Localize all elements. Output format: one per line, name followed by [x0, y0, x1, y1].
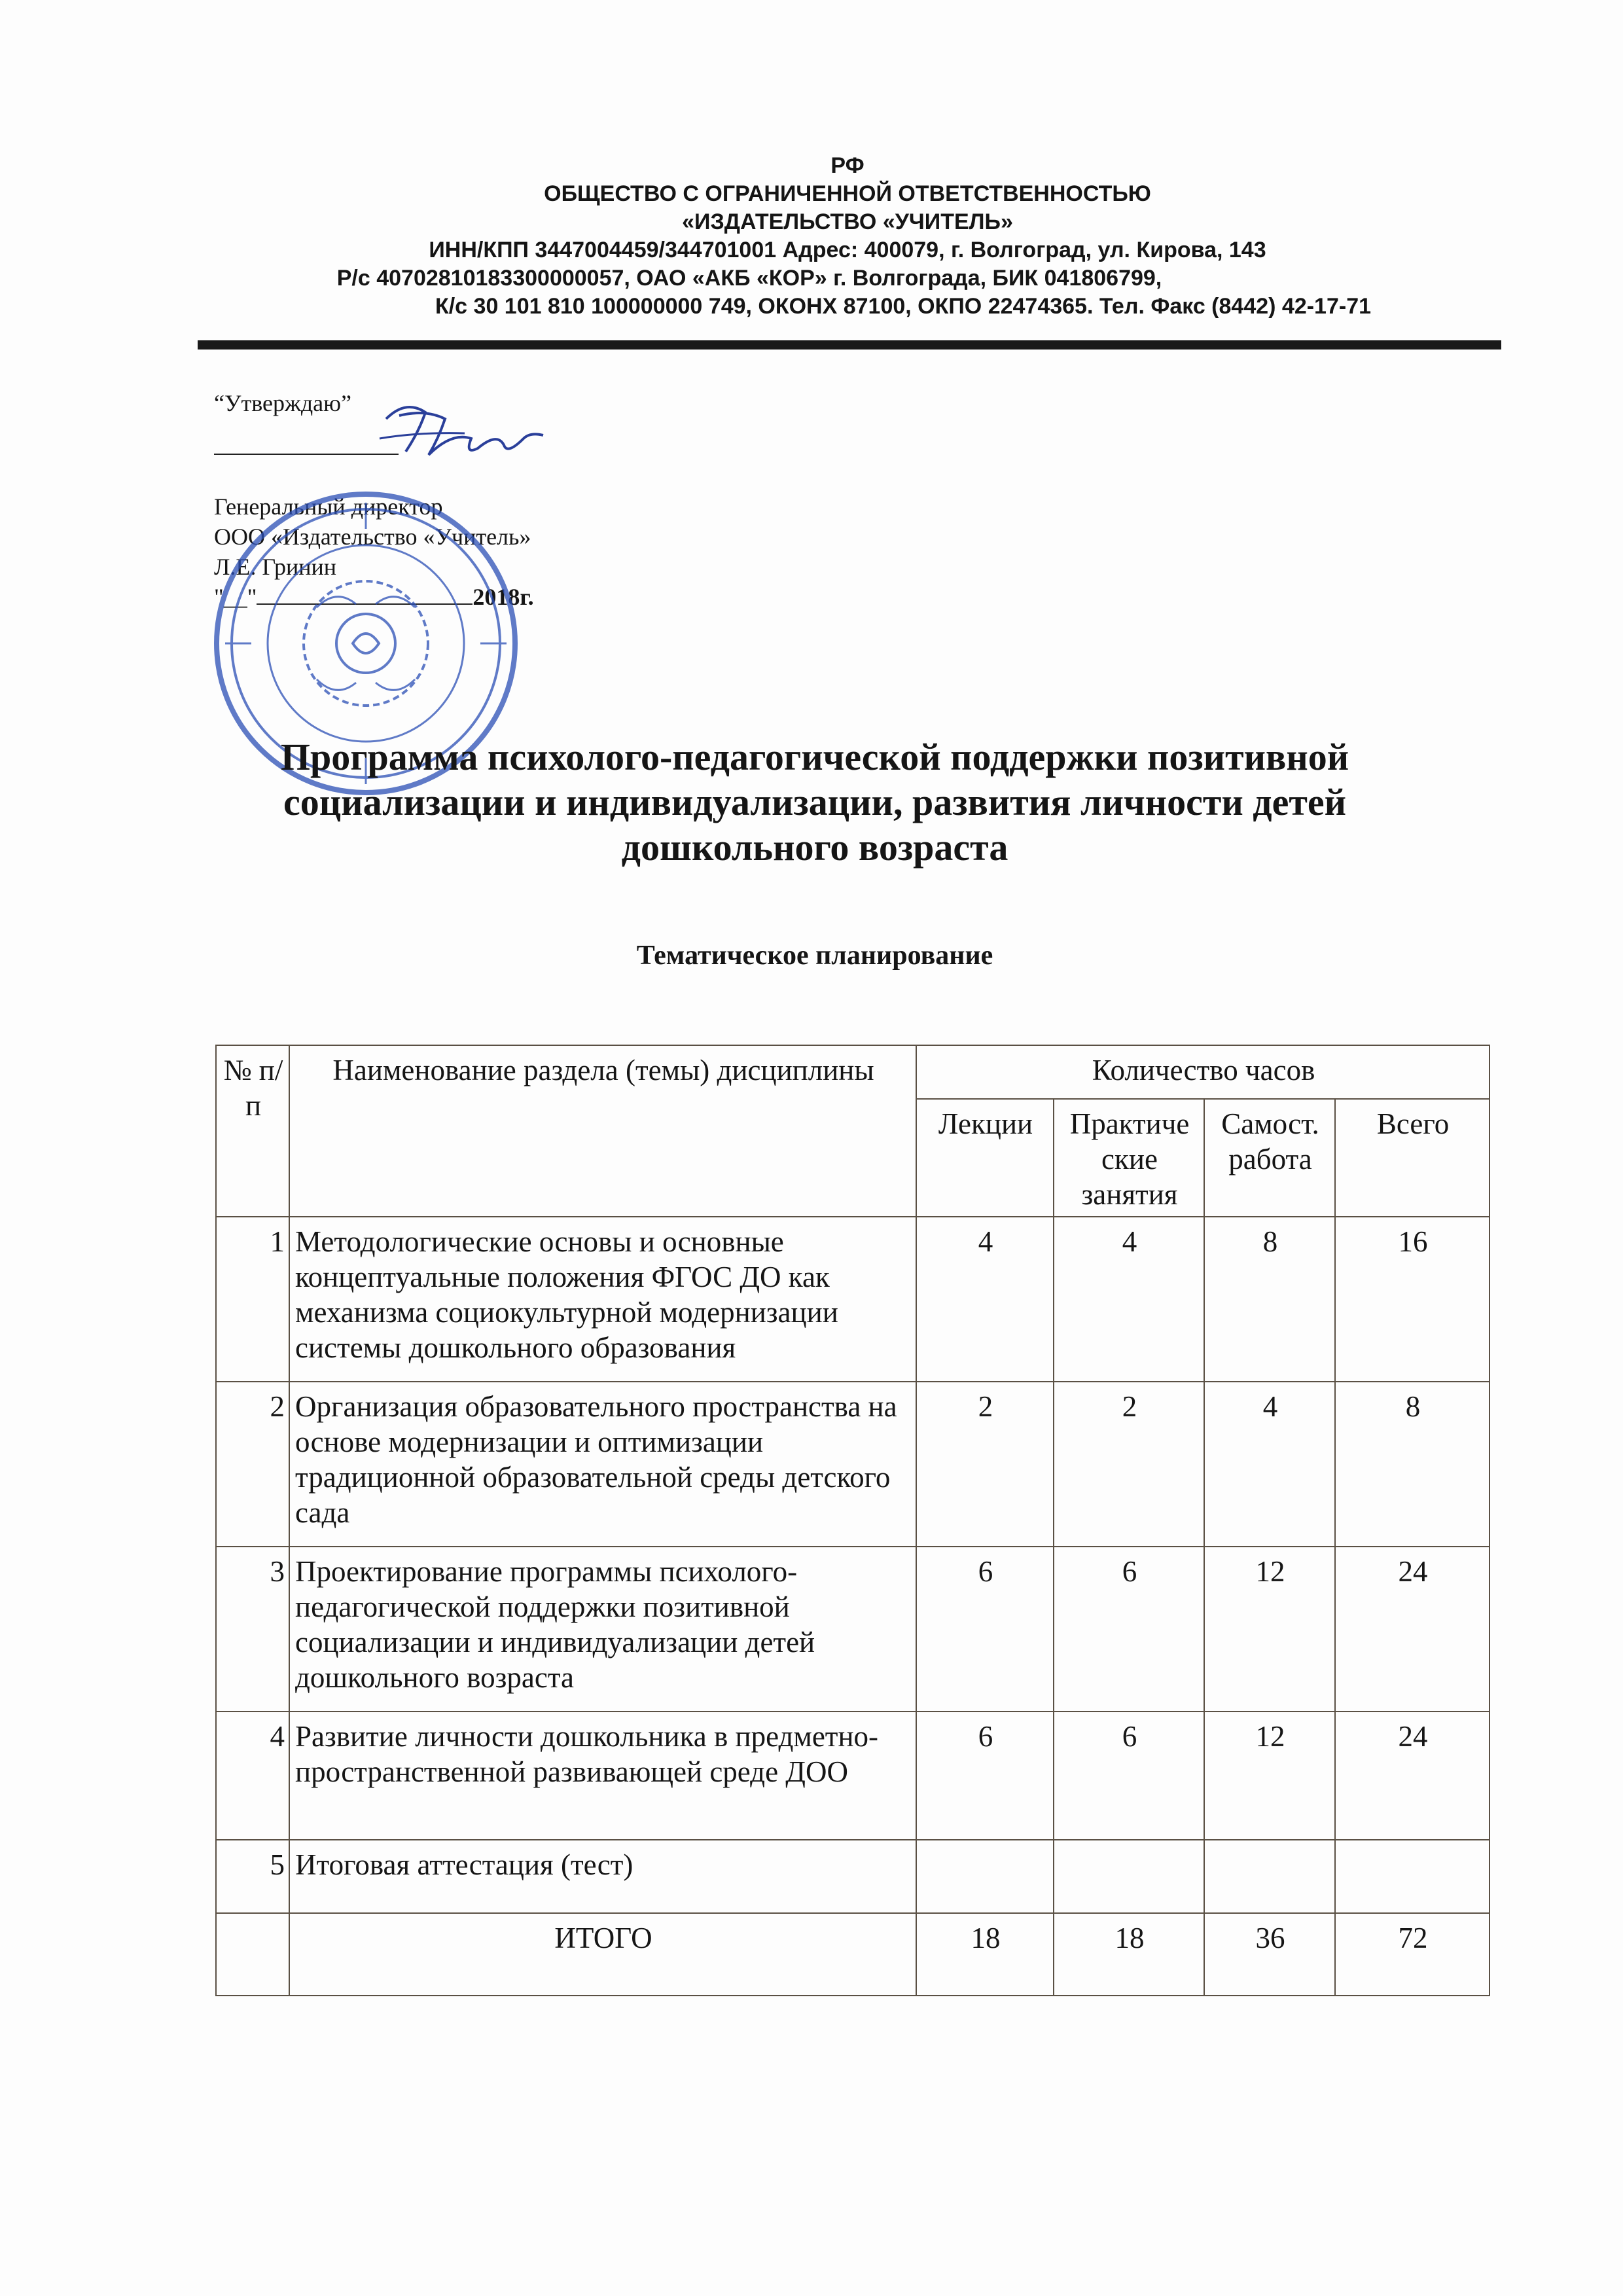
row-practice: 2: [1054, 1382, 1204, 1547]
document-subtitle: Тематическое планирование: [636, 941, 993, 971]
row-num: 5: [216, 1840, 289, 1913]
approver-position: Генеральный директор: [214, 493, 443, 520]
row-total: 24: [1335, 1547, 1489, 1712]
total-total: 72: [1335, 1913, 1489, 1996]
row-lectures: [916, 1840, 1054, 1913]
row-lectures: 4: [916, 1217, 1054, 1382]
row-lectures: 6: [916, 1712, 1054, 1840]
row-name: Организация образовательного пространства на основе модернизации и оптимизации традиционной образовательной среды детского сада: [289, 1382, 916, 1547]
total-self-study: 36: [1204, 1913, 1335, 1996]
header-self-study: Самост. работа: [1204, 1099, 1335, 1217]
row-self-study: 4: [1204, 1382, 1335, 1547]
title-line-1: Программа психолого-педагогической поддержки позитивной: [280, 736, 1349, 778]
header-hours: Количество часов: [916, 1045, 1489, 1099]
row-total: 16: [1335, 1217, 1489, 1382]
letterhead-org-name: «ИЗДАТЕЛЬСТВО «УЧИТЕЛЬ»: [682, 209, 1013, 234]
table-total-row: [216, 1913, 1489, 1996]
row-practice: [1054, 1840, 1204, 1913]
letterhead: [196, 152, 1499, 321]
approval-date-day: "__": [214, 584, 257, 610]
title-line-3: дошкольного возраста: [621, 826, 1008, 869]
title-line-2: социализации и индивидуализации, развития личности детей: [283, 781, 1347, 823]
approve-label: “Утверждаю”: [214, 390, 352, 416]
total-lectures: 18: [916, 1913, 1054, 1996]
row-name: Итоговая аттестация (тест): [289, 1840, 916, 1913]
row-num: 1: [216, 1217, 289, 1382]
letterhead-org-type: ОБЩЕСТВО С ОГРАНИЧЕННОЙ ОТВЕТСТВЕННОСТЬЮ: [544, 181, 1151, 206]
thematic-plan-table: [215, 1045, 1490, 1996]
header-total: Всего: [1335, 1099, 1489, 1217]
total-practice: 18: [1054, 1913, 1204, 1996]
row-self-study: [1204, 1840, 1335, 1913]
letterhead-corr-account: К/с 30 101 810 100000000 749, ОКОНХ 87100, ОКПО 22474365. Тел. Факс (8442) 42-17-71: [435, 294, 1372, 319]
total-num: [216, 1913, 289, 1996]
row-lectures: 2: [916, 1382, 1054, 1547]
table-row: [216, 1217, 1489, 1382]
row-practice: 6: [1054, 1547, 1204, 1712]
document-title: [190, 734, 1440, 870]
row-practice: 6: [1054, 1712, 1204, 1840]
header-practice: Практиче ские занятия: [1054, 1099, 1204, 1217]
row-name: Проектирование программы психолого-педагогической поддержки позитивной социализации и индивидуализации детей дошкольного возраста: [289, 1547, 916, 1712]
signature-image: [366, 393, 550, 471]
table-row: [216, 1712, 1489, 1840]
approver-org: ООО «Издательство «Учитель»: [214, 524, 531, 550]
row-name: Методологические основы и основные концептуальные положения ФГОС ДО как механизма социокультурной модернизации системы дошкольного образования: [289, 1217, 916, 1382]
header-lectures: Лекции: [916, 1099, 1054, 1217]
row-num: 2: [216, 1382, 289, 1547]
letterhead-country: РФ: [830, 153, 865, 178]
letterhead-inn-address: ИНН/КПП 3447004459/344701001 Адрес: 400079, г. Волгоград, ул. Кирова, 143: [429, 238, 1266, 262]
approver-name: Л.Е. Гринин: [214, 554, 337, 580]
table-row: [216, 1840, 1489, 1913]
row-num: 4: [216, 1712, 289, 1840]
table-header-row: [216, 1045, 1489, 1099]
letterhead-rule: [198, 340, 1501, 350]
row-total: 8: [1335, 1382, 1489, 1547]
row-self-study: 8: [1204, 1217, 1335, 1382]
approval-date-year: 2018г.: [473, 584, 534, 610]
row-num: 3: [216, 1547, 289, 1712]
row-total: [1335, 1840, 1489, 1913]
table-row: [216, 1382, 1489, 1547]
row-practice: 4: [1054, 1217, 1204, 1382]
header-num: № п/п: [216, 1045, 289, 1217]
row-self-study: 12: [1204, 1547, 1335, 1712]
row-lectures: 6: [916, 1547, 1054, 1712]
row-self-study: 12: [1204, 1712, 1335, 1840]
header-name: Наименование раздела (темы) дисциплины: [289, 1045, 916, 1217]
table-row: [216, 1547, 1489, 1712]
row-total: 24: [1335, 1712, 1489, 1840]
row-name: Развитие личности дошкольника в предметно-пространственной развивающей среде ДОО: [289, 1712, 916, 1840]
letterhead-bank-account: Р/с 40702810183300000057, ОАО «АКБ «КОР» г. Волгограда, БИК 041806799,: [336, 266, 1162, 291]
total-label: ИТОГО: [289, 1913, 916, 1996]
